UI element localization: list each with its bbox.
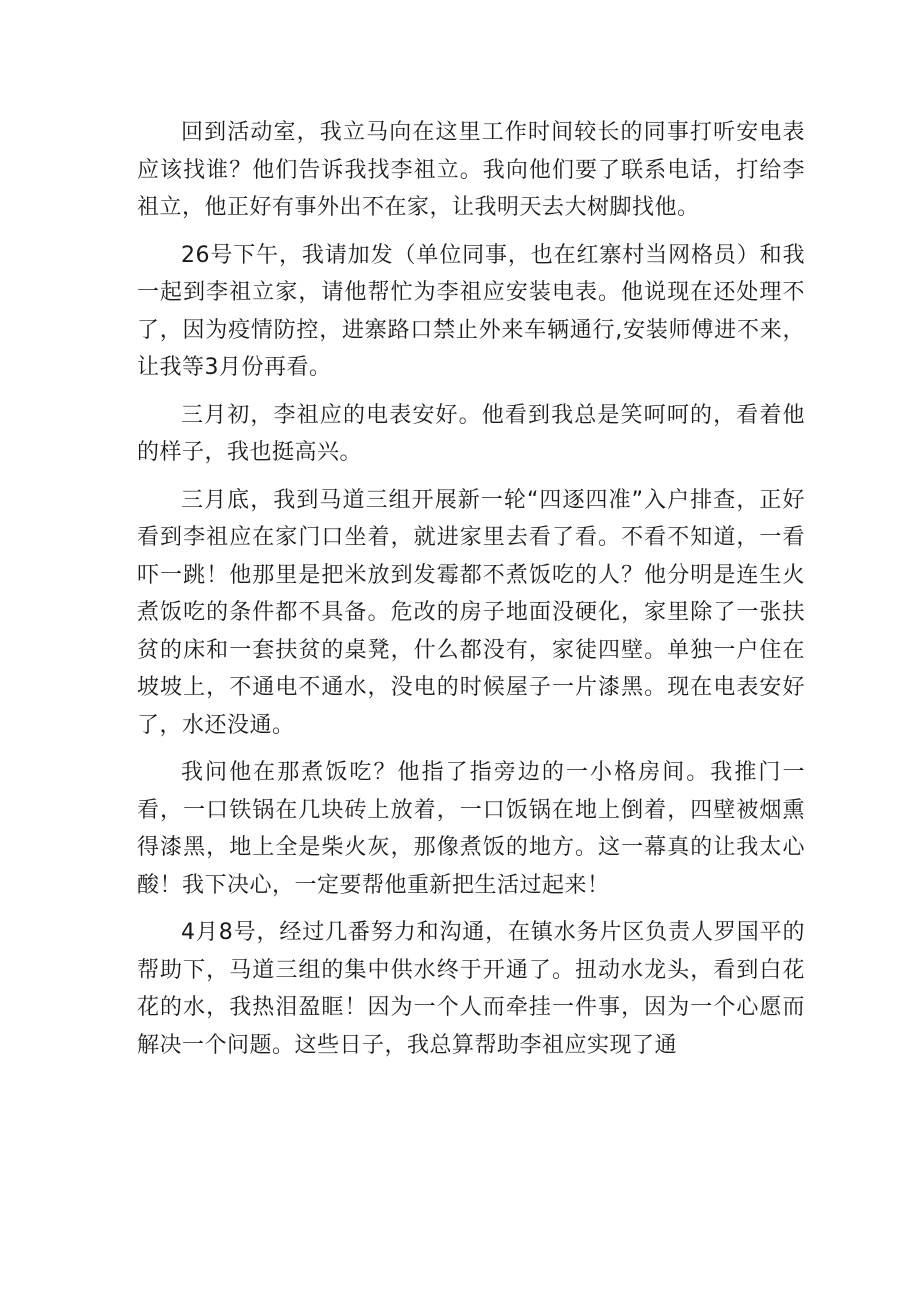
- document-body: [137, 114, 805, 1064]
- paragraph: 4月8号，经过几番努力和沟通，在镇水务片区负责人罗国平的帮助下，马道三组的集中供水终于开通了。扭动水龙头，看到白花花的水，我热泪盈眶！因为一个人而牵挂一件事，因为一个心愿而解决一个问题。这些日子，我总算帮助李祖应实现了通: [137, 920, 805, 1058]
- paragraph: 26号下午，我请加发（单位同事，也在红寨村当网格员）和我一起到李祖立家，请他帮忙为李祖应安装电表。他说现在还处理不了，因为疫情防控，进寨路口禁止外来车辆通行,安装师傅进不来，让我等3月份再看。: [137, 242, 805, 380]
- paragraph: 我问他在那煮饭吃？他指了指旁边的一小格房间。我推门一看，一口铁锅在几块砖上放着，一口饭锅在地上倒着，四壁被烟熏得漆黑，地上全是柴火灰，那像煮饭的地方。这一幕真的让我太心酸！我下决心，一定要帮他重新把生活过起来！: [137, 760, 805, 898]
- paragraph: 回到活动室，我立马向在这里工作时间较长的同事打听安电表应该找谁？他们告诉我找李祖立。我向他们要了联系电话，打给李祖立，他正好有事外出不在家，让我明天去大树脚找他。: [137, 120, 805, 220]
- paragraph: 三月底，我到马道三组开展新一轮“四逐四准”入户排查，正好看到李祖应在家门口坐着，就进家里去看了看。不看不知道，一看吓一跳！他那里是把米放到发霉都不煮饭吃的人？他分明是连生火煮饭吃的条件都不具备。危改的房子地面没硬化，家里除了一张扶贫的床和一套扶贫的桌凳，什么都没有，家徒四壁。单独一户住在坡坡上，不通电不通水，没电的时候屋子一片漆黑。现在电表安好了，水还没通。: [137, 487, 805, 738]
- paragraph: 三月初，李祖应的电表安好。他看到我总是笑呵呵的，看着他的样子，我也挺高兴。: [137, 402, 805, 465]
